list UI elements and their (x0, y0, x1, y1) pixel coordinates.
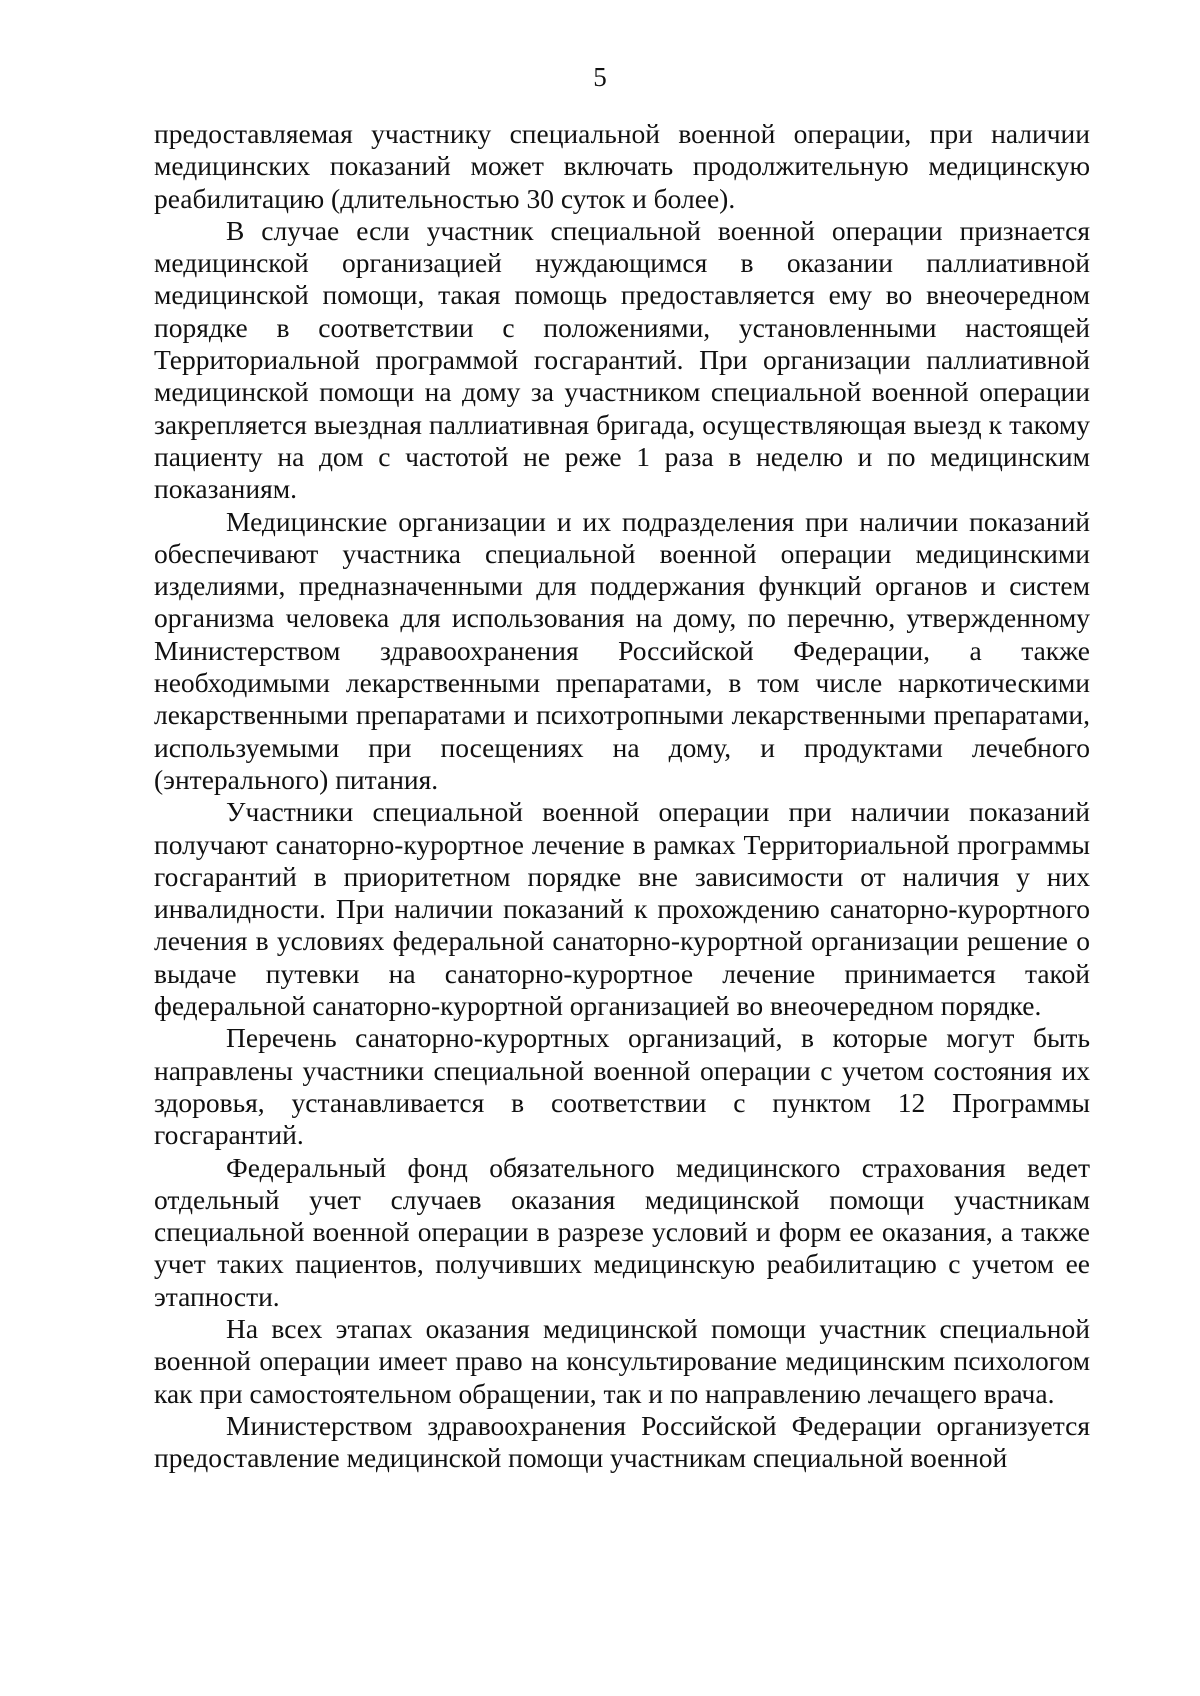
page-number: 5 (593, 62, 607, 92)
paragraph-medical-devices: Медицинские организации и их подразделения при наличии показаний обеспечивают участника специальной военной операции медицинскими изделиями, предназначенными для поддержания функций органов и систем организма человека для использования на дому, по перечню, утвержденному Министерством здравоохранения Российской Федерации, а также необходимыми лекарственными препаратами, в том числе наркотическими лекарственными препаратами и психотропными лекарственными препаратами, используемыми при посещениях на дому, и продуктами лечебного (энтерального) питания. (154, 505, 1090, 795)
paragraph-insurance-fund: Федеральный фонд обязательного медицинского страхования ведет отдельный учет случаев оказания медицинской помощи участникам специальной военной операции в разрезе условий и форм ее оказания, а также учет таких пациентов, получивших медицинскую реабилитацию с учетом ее этапности. (154, 1151, 1090, 1312)
paragraph-continued: предоставляемая участнику специальной военной операции, при наличии медицинских показаний может включать продолжительную медицинскую реабилитацию (длительностью 30 суток и более). (154, 118, 1090, 214)
paragraph-sanatorium-treatment: Участники специальной военной операции при наличии показаний получают санаторно-курортное лечение в рамках Территориальной программы госгарантий в приоритетном порядке вне зависимости от наличия у них инвалидности. При наличии показаний к прохождению санаторно-курортного лечения в условиях федеральной санаторно-курортной организации решение о выдаче путевки на санаторно-курортное лечение принимается такой федеральной санаторно-курортной организацией во внеочередном порядке. (154, 796, 1090, 1022)
paragraph-psychologist: На всех этапах оказания медицинской помощи участник специальной военной операции имеет право на консультирование медицинским психологом как при самостоятельном обращении, так и по направлению лечащего врача. (154, 1312, 1090, 1409)
paragraph-palliative-care: В случае если участник специальной военной операции признается медицинской организацией нуждающимся в оказании паллиативной медицинской помощи, такая помощь предоставляется ему во внеочередном порядке в соответствии с положениями, установленными настоящей Территориальной программой госгарантий. При организации паллиативной медицинской помощи на дому за участником специальной военной операции закрепляется выездная паллиативная бригада, осуществляющая выезд к такому пациенту на дом с частотой не реже 1 раза в неделю и по медицинским показаниям. (154, 214, 1090, 505)
paragraph-sanatorium-list: Перечень санаторно-курортных организаций, в которые могут быть направлены участники специальной военной операции с учетом состояния их здоровья, устанавливается в соответствии с пунктом 12 Программы госгарантий. (154, 1022, 1090, 1151)
paragraph-ministry: Министерством здравоохранения Российской Федерации организуется предоставление медицинской помощи участникам специальной военной (154, 1409, 1090, 1474)
document-body (154, 118, 1090, 1474)
